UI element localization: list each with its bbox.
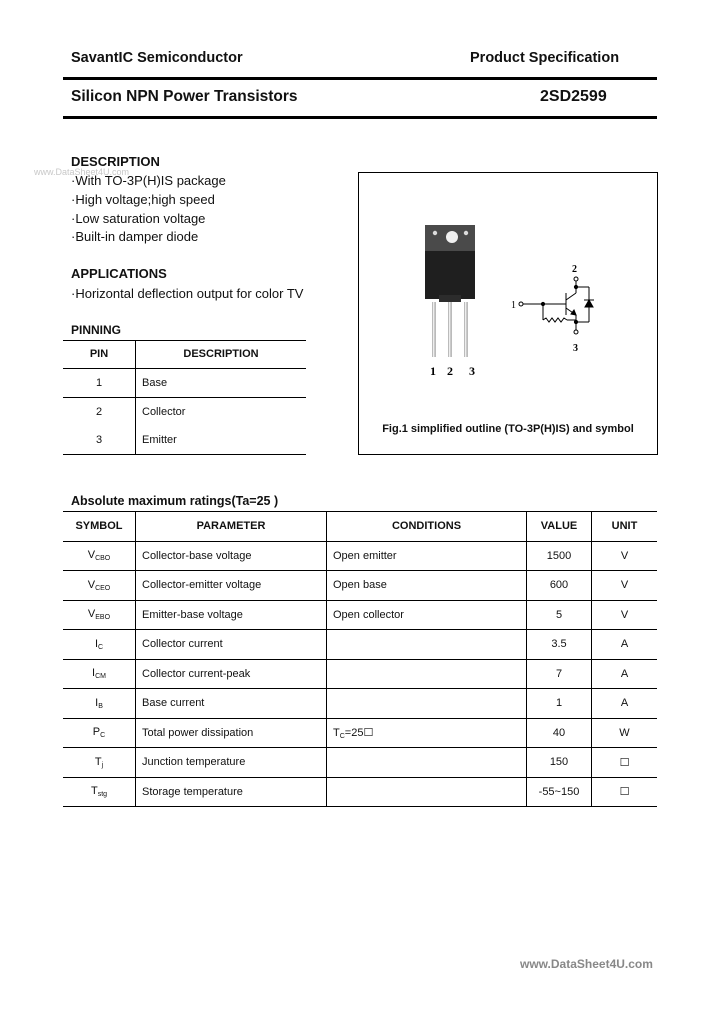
unit-column-header: UNIT bbox=[592, 512, 658, 542]
lead-label: 2 bbox=[447, 364, 453, 378]
spec-title: Product Specification bbox=[470, 50, 620, 66]
ratings-row bbox=[63, 659, 657, 689]
symbol-cell: $I_B$ bbox=[63, 689, 136, 719]
description-item: ·With TO-3P(H)IS package bbox=[71, 173, 226, 188]
parameter-cell: Collector current bbox=[136, 630, 327, 660]
symbol-cell: $I_C$ bbox=[63, 630, 136, 660]
value-cell: 5 bbox=[527, 600, 592, 630]
pin-number: 1 bbox=[63, 369, 136, 398]
pin-number: 2 bbox=[63, 398, 136, 427]
value-cell: -55~150 bbox=[527, 777, 592, 807]
ratings-row bbox=[63, 630, 657, 660]
symbol-cell: $V_{CEO}$ bbox=[63, 571, 136, 601]
value-cell: 1 bbox=[527, 689, 592, 719]
unit-cell: A bbox=[592, 659, 658, 689]
ratings-row bbox=[63, 748, 657, 778]
value-column-header: VALUE bbox=[527, 512, 592, 542]
ratings-table bbox=[63, 511, 657, 807]
symbol-cell: $T_j$ bbox=[63, 748, 136, 778]
parameter-cell: Junction temperature bbox=[136, 748, 327, 778]
conditions-column-header: CONDITIONS bbox=[327, 512, 527, 542]
description-list bbox=[71, 172, 226, 247]
unit-cell: W bbox=[592, 718, 658, 748]
pinning-table bbox=[63, 340, 306, 455]
unit-cell: A bbox=[592, 689, 658, 719]
parameter-cell: Storage temperature bbox=[136, 777, 327, 807]
unit-cell: V bbox=[592, 541, 658, 571]
product-line: Silicon NPN Power Transistors bbox=[71, 88, 298, 105]
parameter-cell: Emitter-base voltage bbox=[136, 600, 327, 630]
lead-label: 1 bbox=[430, 364, 436, 378]
value-cell: 150 bbox=[527, 748, 592, 778]
ratings-header-row bbox=[63, 512, 657, 542]
conditions-cell bbox=[327, 748, 527, 778]
description-item: ·Low saturation voltage bbox=[71, 210, 206, 226]
pin-number: 3 bbox=[63, 426, 136, 455]
parameter-cell: Total power dissipation bbox=[136, 718, 327, 748]
conditions-cell bbox=[327, 689, 527, 719]
conditions-cell: Open collector bbox=[327, 600, 527, 630]
value-cell: 1500 bbox=[527, 541, 592, 571]
unit-cell: A bbox=[592, 630, 658, 660]
npn-transistor-symbol-icon bbox=[519, 277, 594, 334]
description-item: ·High voltage;high speed bbox=[71, 191, 215, 207]
symbol-base-label: 1 bbox=[511, 300, 516, 311]
ratings-heading: Absolute maximum ratings(Ta=25 ) bbox=[71, 494, 279, 508]
pinning-row bbox=[63, 426, 306, 455]
pin-description: Base bbox=[136, 369, 307, 398]
description-column-header: DESCRIPTION bbox=[136, 340, 307, 369]
parameter-cell: Base current bbox=[136, 689, 327, 719]
conditions-cell bbox=[327, 630, 527, 660]
parameter-column-header: PARAMETER bbox=[136, 512, 327, 542]
pin-column-header: PIN bbox=[63, 340, 136, 369]
symbol-cell: $P_C$ bbox=[63, 718, 136, 748]
conditions-cell: $T_C=25☐$ bbox=[327, 718, 527, 748]
description-heading: DESCRIPTION bbox=[71, 154, 160, 169]
symbol-emitter-label: 3 bbox=[573, 343, 578, 354]
pin-description: Collector bbox=[142, 406, 186, 418]
unit-cell: V bbox=[592, 600, 658, 630]
pin-description: Emitter bbox=[136, 426, 307, 455]
ratings-row bbox=[63, 777, 657, 807]
conditions-cell: Open base bbox=[327, 571, 527, 601]
ratings-row bbox=[63, 718, 657, 748]
conditions-cell bbox=[327, 777, 527, 807]
header-rule-top bbox=[63, 77, 657, 80]
symbol-cell: $V_{CBO}$ bbox=[63, 541, 136, 571]
lead-label: 3 bbox=[469, 364, 475, 378]
ratings-row bbox=[63, 541, 657, 571]
symbol-cell: $V_{EBO}$ bbox=[63, 600, 136, 630]
conditions-cell bbox=[327, 659, 527, 689]
unit-cell: V bbox=[592, 571, 658, 601]
value-cell: 600 bbox=[527, 571, 592, 601]
pinning-header-row bbox=[63, 340, 306, 369]
watermark-bottom: www.DataSheet4U.com bbox=[520, 957, 653, 971]
package-and-symbol-figure bbox=[359, 173, 657, 454]
applications-item: ·Horizontal deflection output for color TV bbox=[71, 286, 304, 301]
description-item: ·Built-in damper diode bbox=[71, 229, 199, 245]
unit-cell: ☐ bbox=[619, 786, 630, 799]
company-name: SavantIC Semiconductor bbox=[71, 50, 243, 66]
figure-caption: Fig.1 simplified outline (TO-3P(H)IS) and symbol bbox=[382, 423, 634, 435]
pinning-heading: PINNING bbox=[71, 323, 122, 337]
symbol-cell: $I_{CM}$ bbox=[63, 659, 136, 689]
applications-heading: APPLICATIONS bbox=[71, 266, 167, 281]
pinning-row bbox=[63, 369, 306, 398]
parameter-cell: Collector-emitter voltage bbox=[136, 571, 327, 601]
symbol-cell: $T_{stg}$ bbox=[63, 777, 136, 807]
ratings-row bbox=[63, 571, 657, 601]
conditions-cell: Open emitter bbox=[327, 541, 527, 571]
figure-box bbox=[358, 172, 658, 455]
parameter-cell: Collector-base voltage bbox=[136, 541, 327, 571]
symbol-column-header: SYMBOL bbox=[63, 512, 136, 542]
header-rule-bottom bbox=[63, 116, 657, 119]
value-cell: 7 bbox=[527, 659, 592, 689]
to3p-package-icon bbox=[425, 225, 475, 357]
value-cell: 40 bbox=[527, 718, 592, 748]
part-number: 2SD2599 bbox=[540, 88, 607, 105]
ratings-row bbox=[63, 689, 657, 719]
unit-cell: ☐ bbox=[592, 748, 658, 778]
value-cell: 3.5 bbox=[527, 630, 592, 660]
parameter-cell: Collector current-peak bbox=[136, 659, 327, 689]
symbol-collector-label: 2 bbox=[572, 264, 577, 275]
watermark-top: www.DataSheet4U.com bbox=[34, 167, 130, 177]
pinning-row bbox=[63, 398, 306, 427]
ratings-row bbox=[63, 600, 657, 630]
